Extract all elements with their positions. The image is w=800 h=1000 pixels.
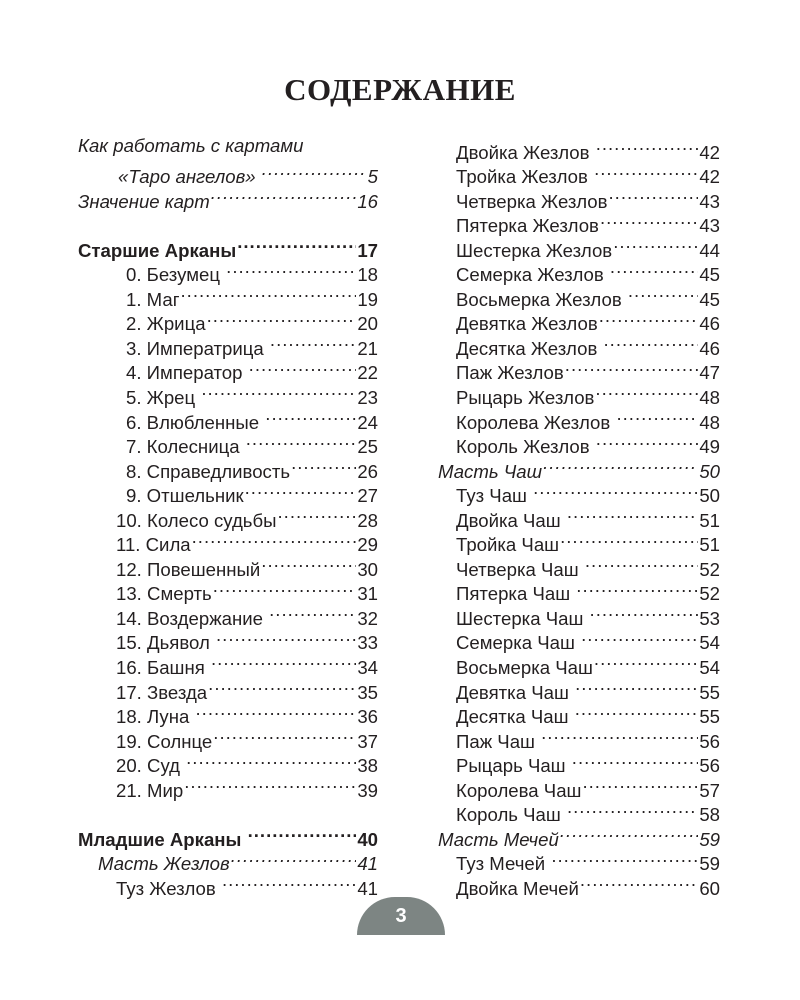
- toc-entry-page-number: 41: [357, 853, 378, 875]
- toc-dot-leader: [599, 306, 699, 331]
- toc-dot-leader: [565, 355, 699, 380]
- toc-entry-page-number: 35: [357, 681, 378, 703]
- toc-entry-label: 9. Отшельник: [126, 485, 244, 507]
- toc-dot-leader: [560, 527, 698, 552]
- toc-dot-leader: [604, 330, 699, 355]
- toc-entry-page-number: 40: [357, 828, 378, 850]
- toc-entry-label: 13. Смерть: [116, 583, 212, 605]
- toc-dot-leader: [211, 649, 356, 674]
- toc-entry-page-number: 5: [367, 166, 378, 188]
- toc-entry-page-number: 19: [357, 288, 378, 310]
- toc-entry-page-number: 37: [357, 730, 378, 752]
- toc-entry[interactable]: [78, 134, 378, 159]
- toc-dot-leader: [246, 429, 357, 454]
- toc-entry-page-number: 55: [699, 681, 720, 703]
- toc-dot-leader: [580, 870, 698, 895]
- toc-entry[interactable]: [78, 379, 378, 409]
- toc-entry-page-number: 24: [357, 411, 378, 433]
- toc-entry-label: 14. Воздержание: [116, 607, 269, 629]
- toc-entry-page-number: 29: [357, 534, 378, 556]
- toc-dot-leader: [249, 355, 357, 380]
- toc-dot-leader: [575, 674, 698, 699]
- toc-dot-leader: [590, 600, 699, 625]
- toc-entry-page-number: 48: [699, 387, 720, 409]
- toc-entry-page-number: 31: [357, 583, 378, 605]
- toc-entry-label: Туз Жезлов: [116, 877, 221, 899]
- toc-entry-page-number: 25: [357, 436, 378, 458]
- toc-entry-label: Старшие Арканы: [78, 239, 237, 261]
- toc-entry-label: Пятерка Чаш: [456, 583, 576, 605]
- toc-entry-label: Девятка Чаш: [456, 681, 575, 703]
- toc-entry-label: Девятка Жезлов: [456, 313, 598, 335]
- toc-entry-page-number: 27: [357, 485, 378, 507]
- toc-dot-leader: [262, 159, 367, 184]
- toc-entry-label: Королева Чаш: [456, 779, 582, 801]
- toc-dot-leader: [551, 846, 698, 871]
- toc-dot-leader: [211, 183, 357, 208]
- toc-entry-label: Младшие Арканы: [78, 828, 247, 850]
- toc-entry-page-number: 20: [357, 313, 378, 335]
- toc-dot-leader: [572, 748, 699, 773]
- toc-dot-leader: [575, 699, 699, 724]
- toc-entry-label: Семерка Жезлов: [456, 264, 609, 286]
- toc-entry-page-number: 44: [699, 239, 720, 261]
- toc-entry-page-number: 42: [699, 166, 720, 188]
- toc-dot-leader: [610, 257, 698, 282]
- toc-dot-leader: [265, 404, 356, 429]
- toc-dot-leader: [613, 232, 698, 257]
- toc-entry-page-number: 58: [699, 804, 720, 826]
- toc-entry-page-number: 28: [357, 509, 378, 531]
- toc-entry-label: Паж Чаш: [456, 730, 541, 752]
- toc-entry-label: 0. Безумец: [126, 264, 226, 286]
- toc-entry-label: 8. Справедливость: [126, 460, 291, 482]
- toc-entry-label: Тройка Чаш: [456, 534, 560, 556]
- toc-entry[interactable]: [438, 134, 720, 163]
- toc-entry-label: Масть Чаш: [438, 460, 543, 482]
- toc-entry-label: 2. Жрица: [126, 313, 206, 335]
- toc-dot-leader: [278, 502, 357, 527]
- toc-entry-page-number: 47: [699, 362, 720, 384]
- toc-entry-page-number: 32: [357, 607, 378, 629]
- toc-entry-page-number: 33: [357, 632, 378, 654]
- toc-dot-leader: [216, 625, 356, 650]
- toc-entry-page-number: 60: [699, 877, 720, 899]
- toc-entry-label: 4. Император: [126, 362, 248, 384]
- toc-entry-label: Король Чаш: [456, 804, 566, 826]
- toc-entry-label: Восьмерка Жезлов: [456, 288, 627, 310]
- toc-entry-label: «Таро ангелов»: [118, 166, 261, 188]
- toc-entry-label: Рыцарь Чаш: [456, 755, 571, 777]
- toc-dot-leader: [196, 699, 357, 724]
- toc-entry[interactable]: [78, 281, 378, 310]
- toc-dot-leader: [181, 281, 357, 306]
- toc-entry-label: Двойка Мечей: [456, 877, 579, 899]
- toc-dot-leader: [594, 649, 698, 674]
- toc-entry-label: 20. Суд: [116, 755, 186, 777]
- toc-dot-leader: [248, 821, 357, 846]
- toc-dot-leader: [582, 772, 698, 797]
- toc-dot-leader: [222, 870, 356, 895]
- toc-dot-leader: [543, 453, 698, 478]
- toc-entry[interactable]: [78, 159, 378, 188]
- toc-entry-label: Королева Жезлов: [456, 411, 616, 433]
- toc-entry-page-number: 50: [699, 460, 720, 482]
- toc-entry-label: 6. Влюбленные: [126, 411, 265, 433]
- toc-entry-label: 7. Колесница: [126, 436, 245, 458]
- toc-dot-leader: [184, 772, 356, 797]
- toc-entry-page-number: 56: [699, 755, 720, 777]
- toc-entry-page-number: 51: [699, 534, 720, 556]
- toc-entry-page-number: 26: [357, 460, 378, 482]
- toc-entry-label: Десятка Жезлов: [456, 337, 603, 359]
- toc-entry-page-number: 54: [699, 632, 720, 654]
- toc-entry-page-number: 43: [699, 190, 720, 212]
- toc-entry-label: 10. Колесо судьбы: [116, 509, 277, 531]
- toc-entry-page-number: 18: [357, 264, 378, 286]
- toc-entry[interactable]: [78, 232, 378, 261]
- toc-entry-label: Семерка Чаш: [456, 632, 581, 654]
- toc-entry-page-number: 36: [357, 706, 378, 728]
- toc-entry-label: Как работать с картами: [78, 135, 304, 156]
- toc-entry-page-number: 55: [699, 706, 720, 728]
- toc-entry-label: Пятерка Жезлов: [456, 215, 599, 237]
- toc-entry[interactable]: [78, 330, 378, 359]
- toc-dot-leader: [231, 846, 357, 871]
- toc-entry-label: Четверка Чаш: [456, 558, 584, 580]
- toc-entry-label: 11. Сила: [116, 534, 191, 556]
- toc-entry-page-number: 51: [699, 509, 720, 531]
- toc-entry-label: Король Жезлов: [456, 436, 595, 458]
- toc-entry-page-number: 39: [357, 779, 378, 801]
- toc-entry-page-number: 43: [699, 215, 720, 237]
- toc-entry-page-number: 59: [699, 828, 720, 850]
- toc-entry-page-number: 59: [699, 853, 720, 875]
- page-number: 3: [395, 905, 407, 927]
- toc-dot-leader: [226, 257, 356, 282]
- toc-entry-page-number: 56: [699, 730, 720, 752]
- toc-dot-leader: [594, 159, 698, 184]
- toc-entry-label: Рыцарь Жезлов: [456, 387, 595, 409]
- toc-entry-page-number: 21: [357, 337, 378, 359]
- toc-dot-leader: [533, 478, 698, 503]
- toc-entry-page-number: 52: [699, 583, 720, 605]
- toc-entry-page-number: 22: [357, 362, 378, 384]
- toc-dot-leader: [291, 453, 356, 478]
- toc-entry-label: Паж Жезлов: [456, 362, 564, 384]
- toc-entry-label: 19. Солнце: [116, 730, 213, 752]
- toc-entry-page-number: 23: [357, 387, 378, 409]
- toc-entry-page-number: 50: [699, 485, 720, 507]
- toc-entry[interactable]: [78, 404, 378, 433]
- toc-entry-page-number: 54: [699, 657, 720, 679]
- toc-entry-page-number: 45: [699, 288, 720, 310]
- toc-entry-label: Тройка Жезлов: [456, 166, 594, 188]
- toc-entry[interactable]: [78, 821, 378, 850]
- toc-entry-label: 5. Жрец: [126, 387, 201, 409]
- toc-entry-page-number: 45: [699, 264, 720, 286]
- toc-dot-leader: [269, 600, 356, 625]
- toc-dot-leader: [192, 527, 357, 552]
- toc-entry-page-number: 46: [699, 313, 720, 335]
- toc-dot-leader: [585, 551, 698, 576]
- toc-entry-page-number: 48: [699, 411, 720, 433]
- toc-dot-leader: [560, 821, 698, 846]
- toc-dot-leader: [616, 404, 698, 429]
- toc-left-column: [78, 134, 378, 899]
- toc-entry-label: Масть Мечей: [438, 828, 559, 850]
- toc-dot-leader: [581, 625, 698, 650]
- toc-entry-label: Десятка Чаш: [456, 706, 574, 728]
- toc-entry-page-number: 30: [357, 558, 378, 580]
- toc-entry-label: 17. Звезда: [116, 681, 208, 703]
- toc-dot-leader: [186, 748, 356, 773]
- toc-entry-label: Шестерка Чаш: [456, 607, 589, 629]
- toc-dot-leader: [628, 281, 698, 306]
- toc-dot-leader: [207, 306, 357, 331]
- toc-dot-leader: [201, 379, 356, 404]
- toc-entry[interactable]: [78, 306, 378, 335]
- toc-dot-leader: [213, 576, 357, 601]
- toc-right-column: [438, 134, 720, 899]
- toc-dot-leader: [596, 429, 699, 454]
- toc-entry-label: 12. Повешенный: [116, 558, 261, 580]
- toc-entry-label: Двойка Чаш: [456, 509, 566, 531]
- toc-dot-leader: [208, 674, 356, 699]
- toc-entry-label: 1. Маг: [126, 288, 180, 310]
- toc-entry-page-number: 57: [699, 779, 720, 801]
- page-title: СОДЕРЖАНИЕ: [284, 72, 516, 107]
- toc-dot-leader: [245, 478, 357, 503]
- page-number-badge: [357, 897, 445, 935]
- toc-dot-leader: [261, 551, 356, 576]
- toc-dot-leader: [567, 797, 698, 822]
- toc-entry-page-number: 42: [699, 141, 720, 163]
- toc-entry-page-number: 17: [357, 239, 378, 261]
- toc-entry-label: 18. Луна: [116, 706, 195, 728]
- toc-entry-page-number: 34: [357, 657, 378, 679]
- toc-entry-label: Масть Жезлов: [98, 853, 230, 875]
- toc-entry-page-number: 46: [699, 337, 720, 359]
- toc-entry-label: Четверка Жезлов: [456, 190, 608, 212]
- toc-entry-label: Туз Чаш: [456, 485, 533, 507]
- toc-dot-leader: [237, 232, 356, 257]
- toc-entry-label: Туз Мечей: [456, 853, 551, 875]
- toc-entry-label: Двойка Жезлов: [456, 141, 595, 163]
- toc-dot-leader: [600, 208, 698, 233]
- toc-entry-page-number: 16: [357, 190, 378, 212]
- toc-dot-leader: [567, 502, 698, 527]
- toc-dot-leader: [609, 183, 699, 208]
- toc-entry-label: Восьмерка Чаш: [456, 657, 593, 679]
- toc-dot-leader: [576, 576, 698, 601]
- toc-entry-page-number: 41: [357, 877, 378, 899]
- toc-dot-leader: [270, 330, 356, 355]
- toc-dot-leader: [541, 723, 698, 748]
- toc-dot-leader: [213, 723, 356, 748]
- toc-dot-leader: [596, 134, 699, 159]
- toc-entry-page-number: 49: [699, 436, 720, 458]
- toc-entry-label: Значение карт: [78, 190, 210, 212]
- toc-entry-label: 16. Башня: [116, 657, 210, 679]
- toc-dot-leader: [595, 379, 698, 404]
- toc-entry-label: Шестерка Жезлов: [456, 239, 613, 261]
- toc-entry-label: 15. Дьявол: [116, 632, 215, 654]
- toc-entry-page-number: 53: [699, 607, 720, 629]
- toc-entry-page-number: 52: [699, 558, 720, 580]
- toc-entry-label: 3. Императрица: [126, 337, 269, 359]
- toc-entry-label: 21. Мир: [116, 779, 184, 801]
- toc-entry-page-number: 38: [357, 755, 378, 777]
